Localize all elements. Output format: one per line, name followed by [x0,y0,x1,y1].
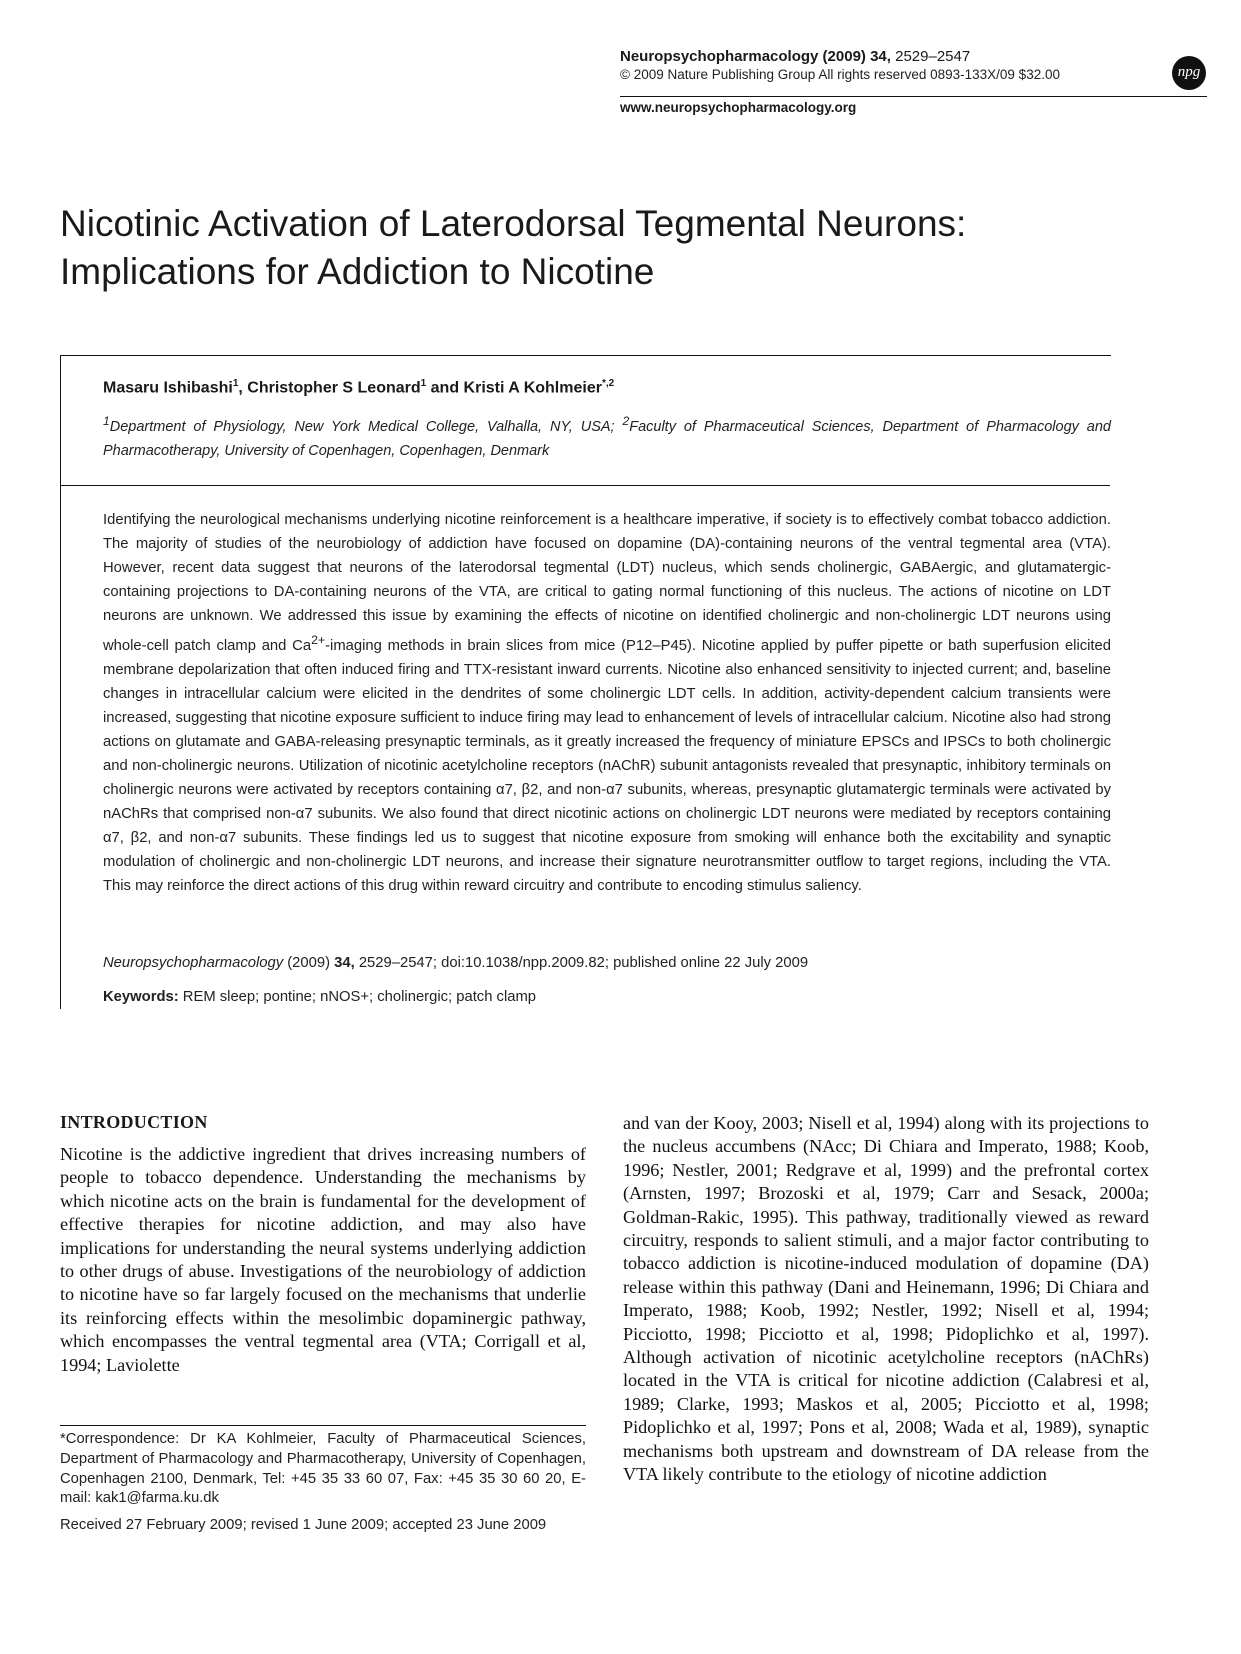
author-list [103,378,614,397]
title-line-2: Implications for Addiction to Nicotine [60,251,655,292]
npg-logo: npg [1172,56,1206,90]
keywords-label: Keywords: [103,989,179,1005]
author-separator: and [426,379,464,397]
affiliation-mark: 2 [622,414,630,428]
journal-name: Neuropsychopharmacology (2009) [620,48,871,65]
author-name: Kristi A Kohlmeier [463,379,602,397]
affiliation-1: Department of Physiology, New York Medical College, Valhalla, NY, USA; [109,418,623,435]
journal-pages: 2529–2547 [890,48,971,65]
superscript: 2+ [311,633,326,647]
affiliation-2: Faculty of Pharmaceutical Sciences, Department of Pharmacology and Pharmacotherapy, University of Copenhagen, Copenhagen, Denmark [103,418,1111,459]
article-title [60,200,1160,296]
citation-journal: Neuropsychopharmacology [103,955,284,971]
title-line-1: Nicotinic Activation of Laterodorsal Tegmental Neurons: [60,203,967,244]
header-rule [620,96,1207,97]
journal-citation-line [620,48,1200,66]
intro-paragraph-continued: and van der Kooy, 2003; Nisell et al, 1994) along with its projections to the nucleus accumbens (NAcc; Di Chiara and Imperato, 1988; Koob, 1996; Nestler, 2001; Redgrave et al, 1999) and the prefrontal cortex (Arnsten, 1997; Brozoski et al, 1979; Carr and Sesack, 2000a; Goldman-Rakic, 1995). This pathway, traditionally viewed as reward circuitry, responds to salient stimuli, and a major factor contributing to tobacco addiction is nicotine-induced modulation of dopamine (DA) release within this pathway (Dani and Heinemann, 1996; Di Chiara and Imperato, 1988; Koob, 1992; Nestler, 1992; Nisell et al, 1994; Picciotto, 1998; Picciotto et al, 1998; Pidoplichko et al, 1997). Although activation of nicotinic acetylcholine receptors (nAChRs) located in the VTA is critical for nicotine addiction (Calabresi et al, 1989; Clarke, 1993; Maskos et al, 2005; Picciotto et al, 1998; Pidoplichko et al, 1997; Pons et al, 2008; Wada et al, 1989), synaptic mechanisms both upstream and downstream of DA release from the VTA likely contribute to the etiology of nicotine addiction [623,1113,1149,1485]
journal-website-link[interactable]: www.neuropsychopharmacology.org [620,100,857,115]
article-citation [103,951,1111,975]
body-column-left [60,1112,586,1377]
intro-paragraph: Nicotine is the addictive ingredient that drives increasing numbers of people to tobacco dependence. Understanding the mechanisms by which nicotine acts on the brain is fundamental for the development of effective therapies for nicotine addiction, and may also have implications for understanding the neural systems underlying addiction to other drugs of abuse. Investigations of the neurobiology of addiction to nicotine have so far largely focused on the mechanisms that underlie its reinforcing effects within the mesolimbic dopaminergic pathway, which encompasses the ventral tegmental area (VTA; Corrigall et al, 1994; Laviolette [60,1144,586,1375]
journal-header [620,48,1200,84]
abstract-part: Identifying the neurological mechanisms underlying nicotine reinforcement is a healthcare imperative, if society is to effectively combat tobacco addiction. The majority of studies of the neurobiology of addiction have focused on dopamine (DA)-containing neurons of the ventral tegmental area (VTA). However, recent data suggest that neurons of the laterodorsal tegmental (LDT) nucleus, which sends cholinergic, GABAergic, and glutamatergic-containing projections to DA-containing neurons of the VTA, are critical to gating normal functioning of this nucleus. The actions of nicotine on LDT neurons are unknown. We addressed this issue by examining the effects of nicotine on identified cholinergic and non-cholinergic LDT neurons using whole-cell patch clamp and Ca [103,512,1111,654]
author-affiliation-mark: 1 [420,378,427,389]
correspondence-footnote: *Correspondence: Dr KA Kohlmeier, Faculty of Pharmaceutical Sciences, Department of Pharmacology and Pharmacotherapy, University of Copenhagen, Copenhagen 2100, Denmark, Tel: +45 35 33 60 07, Fax: +45 35 30 60 20, E-mail: kak1@farma.ku.dk [60,1431,586,1507]
keywords [103,985,536,1009]
author-box [60,355,1111,486]
abstract-text [103,508,1111,898]
journal-volume: 34, [870,48,891,65]
abstract-part: -imaging methods in brain slices from mice (P12–P45). Nicotine applied by puffer pipette or bath superfusion elicited membrane depolarization that often induced firing and TTX-resistant inward currents. Nicotine also enhanced sensitivity to injected current; and, baseline changes in intracellular calcium were elicited in the dendrites of some cholinergic LDT cells. In addition, activity-dependent calcium transients were increased, suggesting that nicotine exposure sufficient to induce firing may lead to enhancement of levels of intracellular calcium. Nicotine also had strong actions on glutamate and GABA-releasing presynaptic terminals, as it greatly increased the frequency of miniature EPSCs and IPSCs to both cholinergic and non-cholinergic neurons. Utilization of nicotinic acetylcholine receptors (nAChR) subunit antagonists revealed that presynaptic, inhibitory terminals on cholinergic neurons were activated by receptors containing α7, β2, and non-α7 subunits, whereas, presynaptic glutamatergic terminals were activated by nAChRs that comprised non-α7 subunits. We also found that direct nicotinic actions on cholinergic LDT neurons were mediated by receptors containing α7, β2, and non-α7 subunits. These findings led us to suggest that nicotine exposure from smoking will enhance both the excitability and synaptic modulation of cholinergic and non-cholinergic LDT neurons, and increase their signature neurotransmitter outflow to target regions, including the VTA. This may reinforce the direct actions of this drug within reward circuitry and contribute to encoding stimulus saliency. [103,637,1111,894]
copyright-line: © 2009 Nature Publishing Group All rights reserved 0893-133X/09 $32.00 [620,67,1060,82]
citation-volume: 34, [334,955,355,971]
body-column-right [623,1112,1149,1487]
citation-doi: 2529–2547; doi:10.1038/npp.2009.82; published online 22 July 2009 [354,955,809,971]
citation-year: (2009) [283,955,335,971]
footnote-rule [60,1425,586,1426]
received-dates: Received 27 February 2009; revised 1 June 2009; accepted 23 June 2009 [60,1517,547,1533]
author-separator: , [238,379,248,397]
author-affiliation-mark: *,2 [601,378,615,389]
affiliations [103,409,1111,463]
affiliation-mark: 1 [103,414,110,428]
author-affiliation-mark: 1 [232,378,239,389]
keywords-list: REM sleep; pontine; nNOS+; cholinergic; patch clamp [178,989,537,1005]
section-heading: INTRODUCTION [60,1112,208,1132]
abstract-box [60,486,1111,1009]
author-name: Masaru Ishibashi [103,379,233,397]
author-name: Christopher S Leonard [247,379,421,397]
